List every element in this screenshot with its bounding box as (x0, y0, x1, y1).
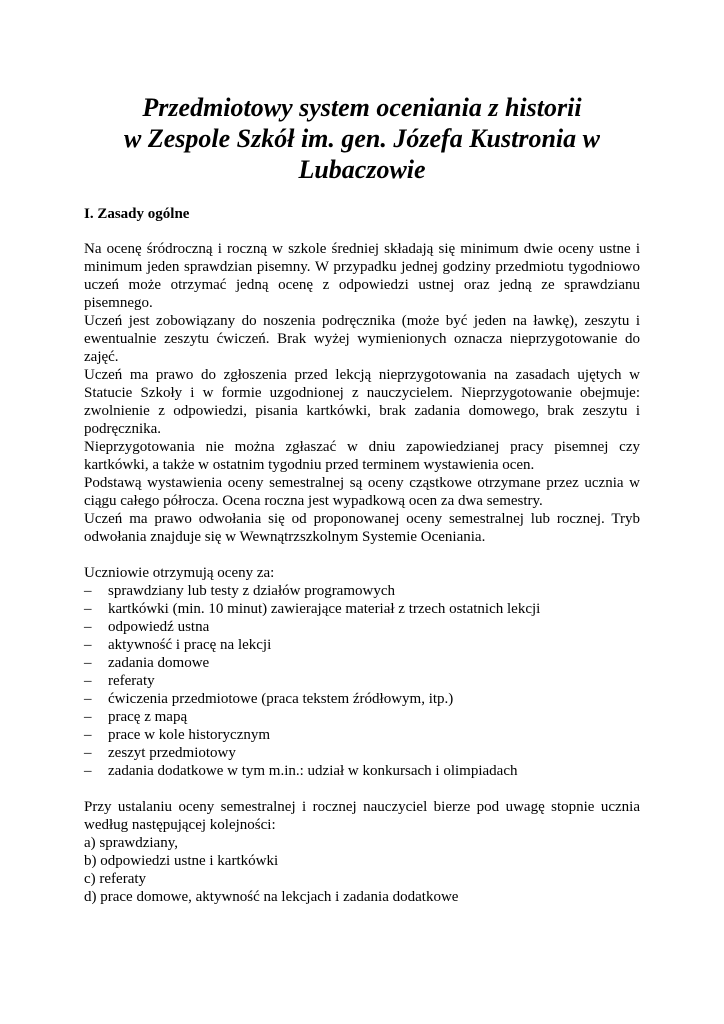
dash-marker: – (84, 619, 92, 635)
list-item-text: aktywność i pracę na lekcji (108, 637, 272, 653)
list-item-text: kartkówki (min. 10 minut) zawierające materiał z trzech ostatnich lekcji (108, 601, 541, 617)
paragraph: Uczeń ma prawo odwołania się od proponowanej oceny semestralnej lub rocznej. Tryb odwołania znajduje się w Wewnątrzszkolnym Systemie Oceniania. (84, 511, 640, 545)
title-line-1: Przedmiotowy system oceniania z historii (142, 93, 582, 122)
list-item-text: referaty (108, 673, 155, 689)
list-item (84, 708, 640, 726)
section-body (84, 240, 640, 906)
spacer (84, 546, 640, 564)
list-item (84, 672, 640, 690)
list-item (84, 654, 640, 672)
paragraph: Nieprzygotowania nie można zgłaszać w dniu zapowiedzianej pracy pisemnej czy kartkówki, a także w ostatnim tygodniu przed terminem wystawienia ocen. (84, 439, 640, 473)
list-item-text: prace w kole historycznym (108, 727, 271, 743)
list-item-text: odpowiedź ustna (108, 619, 210, 635)
dash-marker: – (84, 727, 92, 743)
list-item-text: zadania dodatkowe w tym m.in.: udział w konkursach i olimpiadach (108, 763, 518, 779)
title-line-2: w Zespole Szkół im. gen. Józefa Kustronia w (124, 124, 600, 153)
list-item (84, 762, 640, 780)
list-item-text: zadania domowe (108, 655, 210, 671)
list-item-text: ćwiczenia przedmiotowe (praca tekstem źródłowym, itp.) (108, 691, 454, 707)
paragraph: Podstawą wystawienia oceny semestralnej są oceny cząstkowe otrzymane przez ucznia w ciągu całego półrocza. Ocena roczna jest wypadkową ocen za dwa semestry. (84, 475, 640, 509)
order-item: a) sprawdziany, (84, 835, 178, 851)
list-item-text: zeszyt przedmiotowy (108, 745, 236, 761)
paragraph: Uczeń jest zobowiązany do noszenia podręcznika (może być jeden na ławkę), zeszytu i ewentualnie zeszytu ćwiczeń. Brak wyżej wymienionych oznacza nieprzygotowanie do zajęć. (84, 313, 640, 365)
order-item: c) referaty (84, 871, 147, 887)
list-item (84, 744, 640, 762)
list-item (84, 582, 640, 600)
dash-marker: – (84, 763, 92, 779)
paragraph: Uczeń ma prawo do zgłoszenia przed lekcją nieprzygotowania na zasadach ujętych w Statucie Szkoły i w formie uzgodnionej z nauczycielem. Nieprzygotowanie obejmuje: zwolnienie z odpowiedzi, pisania kartkówki, brak zadania domowego, brak zeszytu i podręcznika. (84, 367, 640, 437)
list-item-text: pracę z mapą (108, 709, 188, 725)
dash-marker: – (84, 637, 92, 653)
spacer (84, 780, 640, 798)
dash-marker: – (84, 655, 92, 671)
section-heading: I. Zasady ogólne (84, 206, 190, 222)
paragraph: Na ocenę śródroczną i roczną w szkole średniej składają się minimum dwie oceny ustne i minimum jeden sprawdzian pisemny. W przypadku jednej godziny przedmiotu tygodniowo uczeń może otrzymać jedną ocenę z odpowiedzi ustnej oraz jedną ze sprawdzianu pisemnego. (84, 241, 640, 311)
grades-list (84, 582, 640, 780)
list-item (84, 618, 640, 636)
dash-marker: – (84, 691, 92, 707)
list-item (84, 600, 640, 618)
order-intro: Przy ustalaniu oceny semestralnej i rocznej nauczyciel bierze pod uwagę stopnie ucznia według następującej kolejności: (84, 799, 640, 833)
order-item: d) prace domowe, aktywność na lekcjach i zadania dodatkowe (84, 889, 459, 905)
dash-marker: – (84, 601, 92, 617)
list-item-text: sprawdziany lub testy z działów programowych (108, 583, 395, 599)
grades-intro: Uczniowie otrzymują oceny za: (84, 565, 275, 581)
title-line-3: Lubaczowie (298, 155, 426, 184)
list-item (84, 726, 640, 744)
dash-marker: – (84, 745, 92, 761)
dash-marker: – (84, 709, 92, 725)
document-title (84, 92, 640, 185)
dash-marker: – (84, 583, 92, 599)
list-item (84, 636, 640, 654)
list-item (84, 690, 640, 708)
order-item: b) odpowiedzi ustne i kartkówki (84, 853, 279, 869)
dash-marker: – (84, 673, 92, 689)
